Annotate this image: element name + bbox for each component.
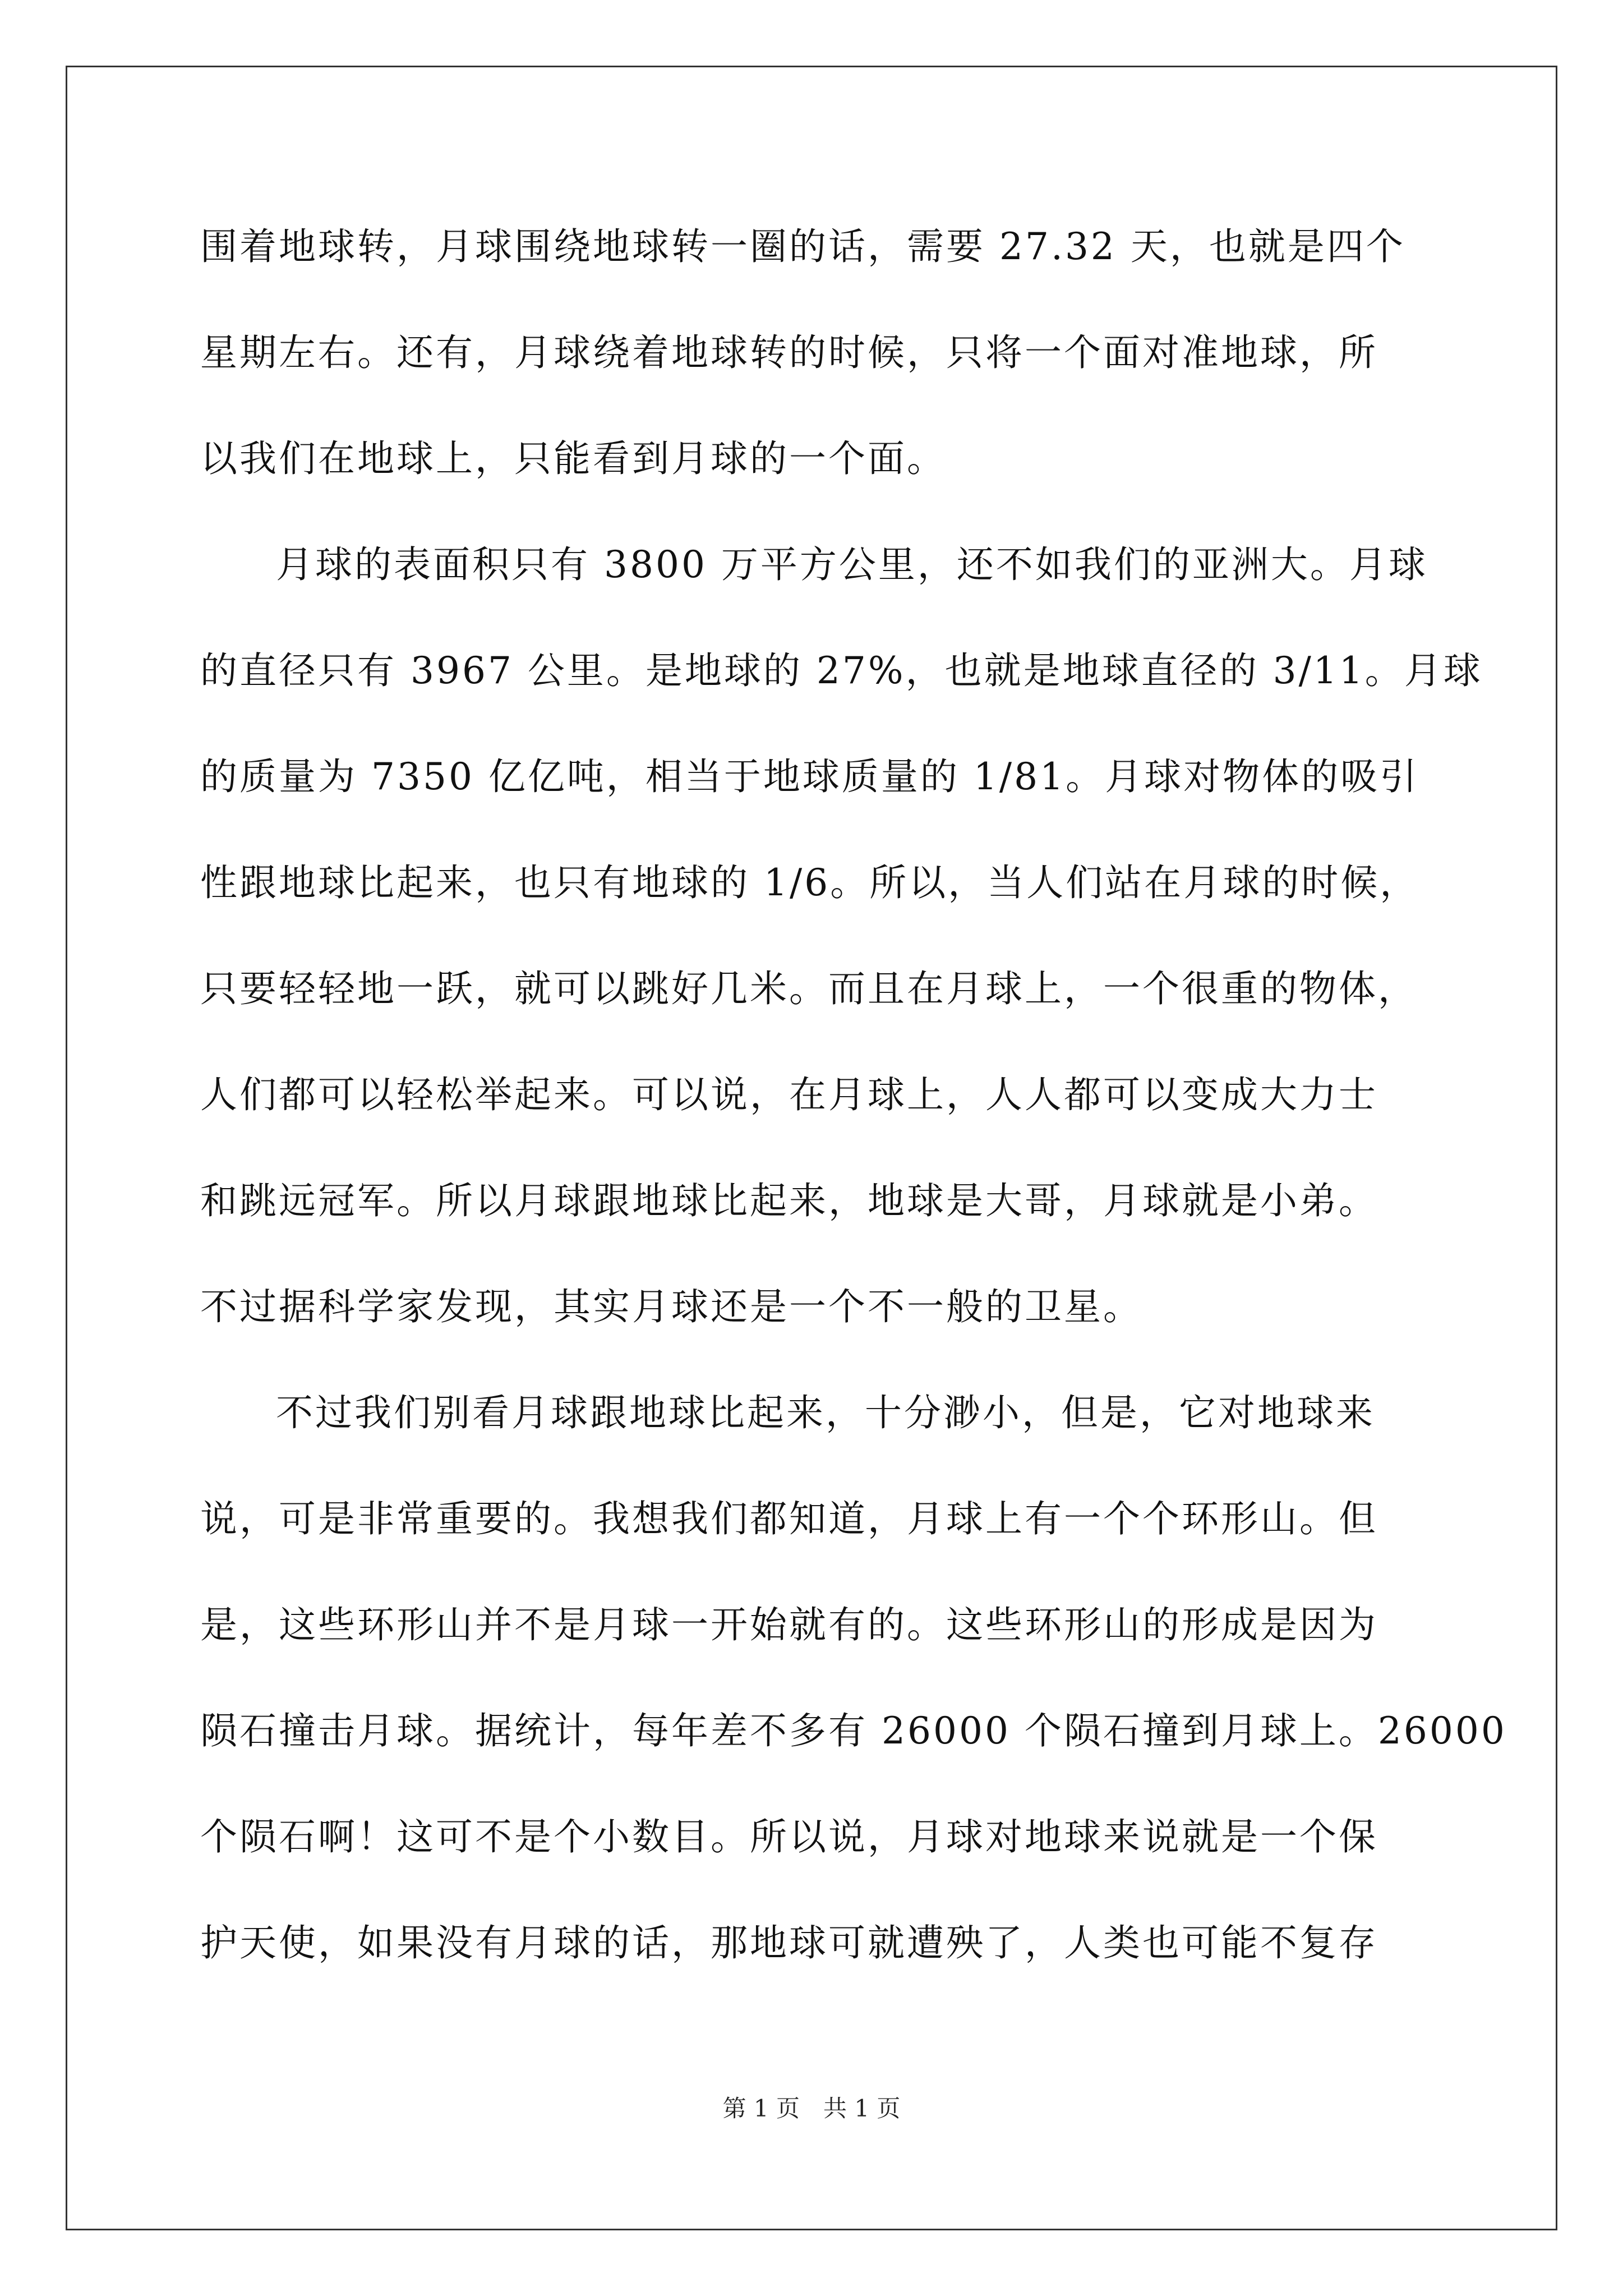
text-line-6: 的质量为 7350 亿亿吨，相当于地球质量的 1/81。月球对物体的吸引 bbox=[200, 755, 1419, 798]
text-line-13: 说，可是非常重要的。我想我们都知道，月球上有一个个环形山。但 bbox=[200, 1497, 1378, 1540]
text-line-10: 和跳远冠军。所以月球跟地球比起来，地球是大哥，月球就是小弟。 bbox=[200, 1179, 1378, 1222]
text-line-1: 围着地球转，月球围绕地球转一圈的话，需要 27.32 天，也就是四个 bbox=[200, 225, 1405, 268]
text-line-9: 人们都可以轻松举起来。可以说，在月球上，人人都可以变成大力士 bbox=[200, 1073, 1378, 1116]
text-line-3: 以我们在地球上，只能看到月球的一个面。 bbox=[200, 437, 946, 480]
page-number-footer: 第 1 页 共 1 页 bbox=[722, 2095, 901, 2122]
text-line-17: 护天使，如果没有月球的话，那地球可就遭殃了，人类也可能不复存 bbox=[200, 1921, 1378, 1964]
text-line-5: 的直径只有 3967 公里。是地球的 27%，也就是地球直径的 3/11。月球 bbox=[200, 649, 1483, 692]
text-line-2: 星期左右。还有，月球绕着地球转的时候，只将一个面对准地球，所 bbox=[200, 331, 1378, 374]
text-line-15: 陨石撞击月球。据统计，每年差不多有 26000 个陨石撞到月球上。26000 bbox=[200, 1709, 1507, 1752]
text-line-4: 月球的表面积只有 3800 万平方公里，还不如我们的亚洲大。月球 bbox=[276, 543, 1428, 586]
text-line-14: 是，这些环形山并不是月球一开始就有的。这些环形山的形成是因为 bbox=[200, 1603, 1378, 1646]
text-line-8: 只要轻轻地一跃，就可以跳好几米。而且在月球上，一个很重的物体， bbox=[200, 967, 1417, 1010]
text-line-11: 不过据科学家发现，其实月球还是一个不一般的卫星。 bbox=[200, 1285, 1142, 1328]
text-line-16: 个陨石啊！这可不是个小数目。所以说，月球对地球来说就是一个保 bbox=[200, 1815, 1378, 1858]
page-border bbox=[66, 66, 1557, 2230]
text-line-7: 性跟地球比起来，也只有地球的 1/6。所以，当人们站在月球的时候， bbox=[200, 861, 1419, 904]
text-line-12: 不过我们别看月球跟地球比起来，十分渺小，但是，它对地球来 bbox=[276, 1391, 1375, 1434]
